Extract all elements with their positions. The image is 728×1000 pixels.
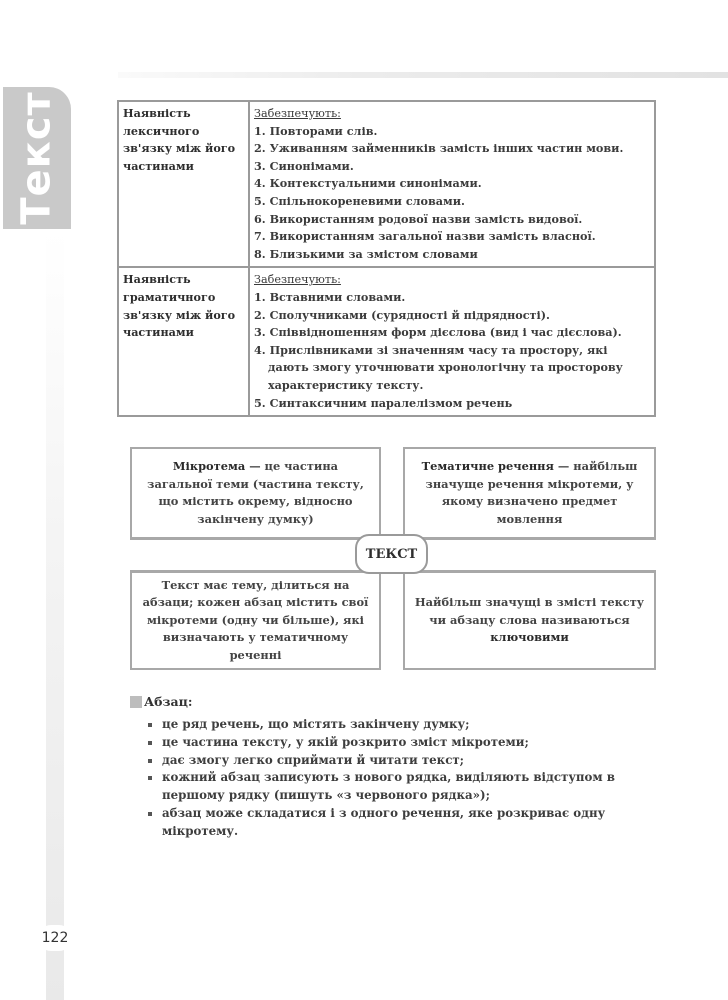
- list-item: 4. Прислівниками зі значенням часу та простору, які дають змогу уточнювати хронологічну та просторову характеристику тексту.: [254, 342, 623, 392]
- square-bullet-icon: [130, 696, 142, 708]
- list-item: кожний абзац записують з нового рядка, виділяють відступом в першому рядку (пишуть «з червоного рядка»);: [148, 769, 668, 805]
- section-tab: [3, 87, 71, 229]
- list-item: 6. Використанням родової назви замість видової.: [254, 211, 583, 226]
- list-item: це частина тексту, у якій розкрито зміст мікротеми;: [148, 734, 668, 752]
- list-item: 1. Повторами слів.: [254, 123, 378, 138]
- box-text: Найбільш значущі в змісті тексту чи абзацу слова називаються: [414, 595, 645, 627]
- list-item: 2. Сполучниками (сурядності й підрядності).: [254, 307, 550, 322]
- box-text: — це частина загальної теми (частина тексту, що містить окрему, відносно закінчену думку): [147, 459, 364, 526]
- text-structure-box: [130, 571, 381, 670]
- paragraph-title: Абзац:: [144, 694, 193, 709]
- list-item: 5. Синтаксичним паралелізмом речень: [254, 395, 513, 410]
- box-term: Мікротема: [172, 459, 246, 473]
- list-item: 5. Спільнокореневими словами.: [254, 193, 465, 208]
- row-intro: Забезпечують:: [254, 273, 341, 287]
- header-rule: [118, 72, 728, 78]
- text-features-table: [117, 100, 656, 417]
- list-item: 4. Контекстуальними синонімами.: [254, 176, 482, 191]
- list-item: дає змогу легко сприймати й читати текст;: [148, 752, 668, 770]
- box-text: Текст має тему, ділиться на абзаци; кожен абзац містить свої мікротеми (одну чи більше), які визначають у тематичному реченні: [142, 577, 369, 662]
- list-item: 1. Вставними словами.: [254, 289, 406, 304]
- row-body: [249, 101, 655, 267]
- list-item: 8. Близькими за змістом словами: [254, 246, 478, 261]
- box-term: ключовими: [490, 630, 569, 645]
- row-head: Наявність лексичного зв'язку між його частинами: [118, 101, 249, 267]
- list-item: абзац може складатися і з одного речення, яке розкриває одну мікротему.: [148, 805, 668, 841]
- table-row: [118, 101, 655, 267]
- microtheme-box: [130, 447, 381, 539]
- list-item: 2. Уживанням займенників замість інших частин мови.: [254, 141, 624, 156]
- row-head: Наявність граматичного зв'язку між його частинами: [118, 267, 249, 416]
- box-text: — найбільш значуще речення мікротеми, у якому визначено предмет мовлення: [425, 459, 638, 526]
- row-list: [254, 123, 650, 264]
- paragraph-heading: [130, 694, 192, 709]
- thematic-sentence-box: [403, 447, 656, 539]
- page-number: 122: [38, 925, 72, 951]
- keywords-box: [403, 571, 656, 670]
- section-tab-label: Текст: [14, 91, 60, 225]
- list-item: 7. Використанням загальної назви замість власної.: [254, 229, 596, 244]
- list-item: 3. Синонімами.: [254, 158, 354, 173]
- diagram-center-label: ТЕКСТ: [355, 534, 428, 574]
- paragraph-list: [148, 716, 668, 841]
- row-intro: Забезпечують:: [254, 107, 341, 120]
- list-item: це ряд речень, що містять закінчену думку;: [148, 716, 668, 734]
- list-item: 3. Співвідношенням форм дієслова (вид і час дієслова).: [254, 325, 622, 340]
- row-list: [254, 289, 650, 412]
- table-row: [118, 267, 655, 416]
- row-body: [249, 267, 655, 416]
- box-term: Тематичне речення: [421, 459, 554, 473]
- side-strip: [46, 230, 64, 1000]
